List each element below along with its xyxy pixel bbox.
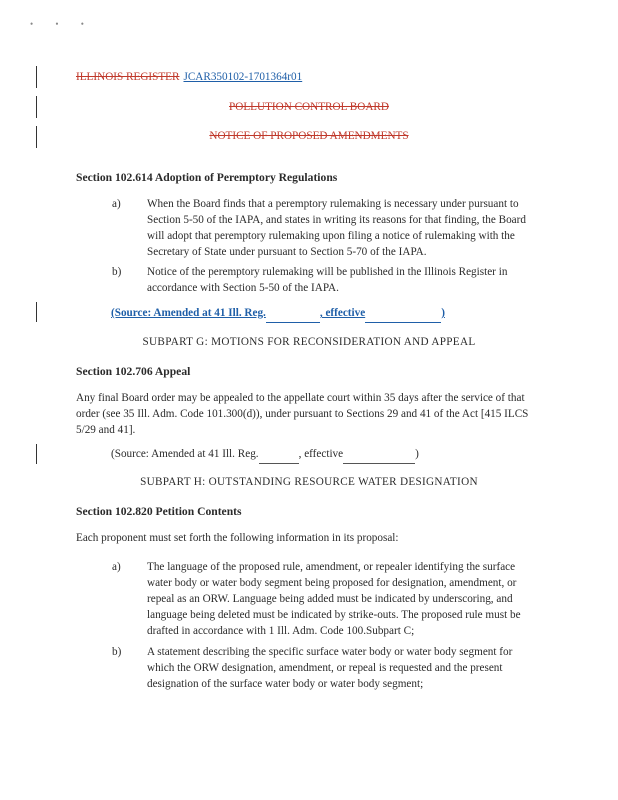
change-bar <box>36 302 37 322</box>
section-614-item-b-text: Notice of the peremptory rulemaking will be published in the Illinois Register in accordance with Section 5-50 of the IAPA. <box>147 266 508 294</box>
section-614-item-a-text: When the Board finds that a peremptory rulemaking is necessary under pursuant to Section 5-50 of the IAPA, and states in writing its reasons for that finding, the Board will adopt that peremptory rulemaking upon filing a notice of rulemaking with the Secretary of State under pursuant to Section 5-70 of the IAPA. <box>147 198 526 258</box>
effective-date-blank <box>343 447 415 464</box>
change-bar <box>36 444 37 464</box>
section-614-item-b-label: b) <box>112 266 122 278</box>
section-706-source-note: (Source: Amended at 41 Ill. Reg. , effective ) <box>111 447 419 464</box>
section-706-text: Any final Board order may be appealed to the appellate court within 35 days after the service of that order (see 35 Ill. Adm. Code 101.300(d)), under pursuant to Sections 29 and 41 of the Act [415 ILCS 5/29 and 41]. <box>76 392 529 436</box>
section-820-title: Section 102.820 Petition Contents <box>76 505 242 518</box>
notice-heading: NOTICE OF PROPOSED AMENDMENTS <box>209 130 409 142</box>
register-header <box>76 70 302 86</box>
section-614-title: Section 102.614 Adoption of Peremptory Regulations <box>76 171 338 184</box>
section-820-item-b-label: b) <box>112 646 122 658</box>
subpart-g-heading: SUBPART G: MOTIONS FOR RECONSIDERATION AND APPEAL <box>142 336 476 348</box>
section-706-title: Section 102.706 Appeal <box>76 365 191 378</box>
section-820-item-a-label: a) <box>112 561 121 573</box>
section-820-item-b-text: A statement describing the specific surface water body or water body segment for which the ORW designation, amendment, or repeal is requested and the present designation of the surface water body or water body segment; <box>147 646 513 690</box>
scan-corner-marks: • • • <box>30 19 94 29</box>
section-614-item-a-label: a) <box>112 198 121 210</box>
section-820-item-a-text: The language of the proposed rule, amendment, or repealer identifying the surface water body or water body segment being proposed for designation, amendment, or repeal as an ORW. Language being added must be indicated by underscoring, and language being deleted must be indicated by strike-outs. The proposed rule must be drafted in accordance with 1 Ill. Adm. Code 100.Subpart C; <box>147 561 521 637</box>
reg-number-blank <box>266 306 320 323</box>
subpart-h-heading: SUBPART H: OUTSTANDING RESOURCE WATER DESIGNATION <box>140 476 478 488</box>
section-820-intro: Each proponent must set forth the following information in its proposal: <box>76 532 399 544</box>
effective-date-blank <box>365 306 441 323</box>
register-struck-text: ILLINOIS REGISTER <box>76 71 180 83</box>
section-614-source-note: (Source: Amended at 41 Ill. Reg. , effective ) <box>111 306 445 323</box>
board-heading: POLLUTION CONTROL BOARD <box>229 101 389 113</box>
reg-number-blank <box>259 447 299 464</box>
change-bar <box>36 66 37 88</box>
register-inserted-text: JCAR350102-1701364r01 <box>183 71 303 83</box>
